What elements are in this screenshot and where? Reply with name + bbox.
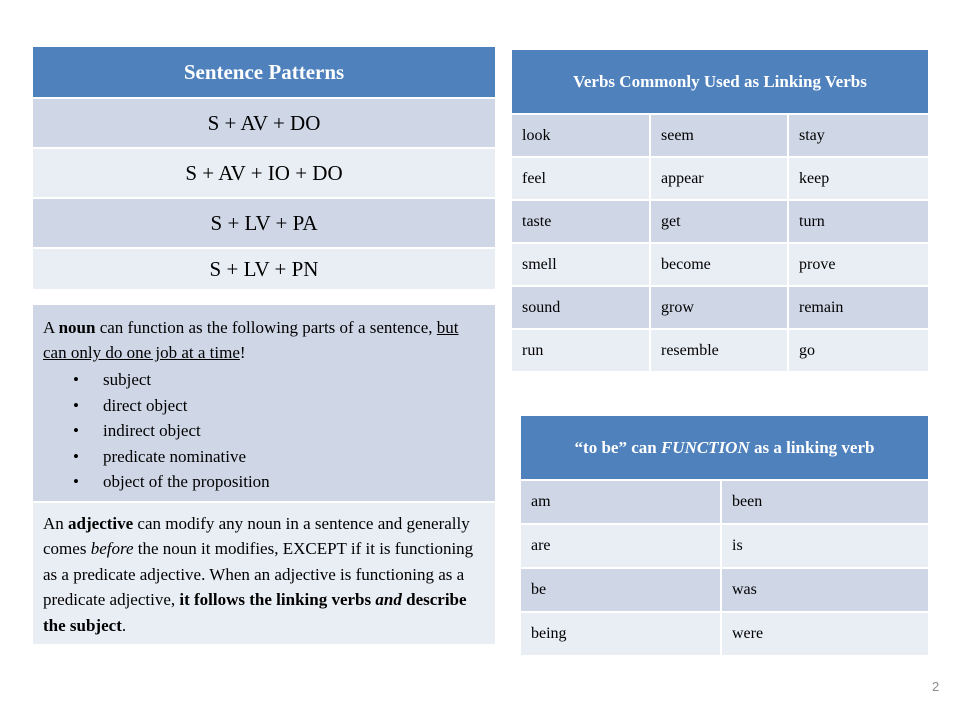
verb-cell: keep <box>788 157 928 200</box>
table-row <box>521 612 928 656</box>
verb-cell: be <box>521 568 721 612</box>
table-row <box>521 568 928 612</box>
list-item: • object of the proposition <box>103 469 485 495</box>
adjective-text: can modify any noun in a sentence and generally comes <box>43 513 470 558</box>
table-row <box>512 114 928 157</box>
pattern-cell: S + LV + PA <box>33 198 495 248</box>
verb-cell: were <box>721 612 928 656</box>
verb-cell: taste <box>512 200 650 243</box>
verb-cell: being <box>521 612 721 656</box>
noun-text: ! <box>239 343 246 362</box>
to-be-title <box>521 416 928 480</box>
noun-functions-list <box>43 367 485 495</box>
to-be-title-text: “to be” can <box>574 437 661 457</box>
verb-cell: grow <box>650 286 788 329</box>
linking-verbs-title: Verbs Commonly Used as Linking Verbs <box>512 50 928 114</box>
adjective-note <box>33 503 495 645</box>
verb-cell: appear <box>650 157 788 200</box>
noun-text: A <box>43 318 59 337</box>
adjective-keyword: adjective <box>68 513 134 533</box>
table-row <box>521 524 928 568</box>
grammar-notes <box>33 305 495 644</box>
pattern-cell: S + AV + DO <box>33 98 495 148</box>
verb-cell: become <box>650 243 788 286</box>
verb-cell: stay <box>788 114 928 157</box>
verb-cell: sound <box>512 286 650 329</box>
page-number: 2 <box>932 679 940 694</box>
verb-cell: been <box>721 480 928 524</box>
adjective-bold-italic-text: and <box>375 590 402 609</box>
verb-cell: was <box>721 568 928 612</box>
adjective-text: . <box>121 615 127 635</box>
adjective-bold-text: it follows the linking verbs <box>179 590 376 609</box>
list-item: • predicate nominative <box>103 444 485 470</box>
linking-verbs-table <box>512 50 928 373</box>
sentence-patterns-title: Sentence Patterns <box>33 47 495 98</box>
table-row <box>512 157 928 200</box>
table-row <box>521 480 928 524</box>
pattern-cell: S + AV + IO + DO <box>33 148 495 198</box>
table-row <box>512 243 928 286</box>
verb-cell: am <box>521 480 721 524</box>
verb-cell: resemble <box>650 329 788 372</box>
verb-cell: smell <box>512 243 650 286</box>
list-item: • direct object <box>103 393 485 419</box>
noun-keyword: noun <box>58 318 96 337</box>
list-item: • indirect object <box>103 418 485 444</box>
noun-text: can function as the following parts of a sentence, <box>95 318 437 337</box>
to-be-title-text: as a linking verb <box>749 437 875 457</box>
verb-cell: feel <box>512 157 650 200</box>
verb-cell: are <box>521 524 721 568</box>
adjective-bold-text: describe the subject <box>43 590 467 635</box>
adjective-text: the noun it modifies, EXCEPT if it is functioning as a predicate adjective. When an adjective is functioning as a predicate adjective, <box>43 539 474 609</box>
list-item: • subject <box>103 367 485 393</box>
verb-cell: seem <box>650 114 788 157</box>
table-row <box>512 329 928 372</box>
to-be-title-italic: FUNCTION <box>660 437 750 457</box>
table-row <box>512 286 928 329</box>
verb-cell: go <box>788 329 928 372</box>
noun-underlined-text: but can only do one job at a time <box>43 318 459 362</box>
pattern-cell: S + LV + PN <box>33 248 495 290</box>
adjective-italic-text: before <box>90 539 134 558</box>
verb-cell: get <box>650 200 788 243</box>
table-row <box>512 200 928 243</box>
noun-note <box>33 305 495 503</box>
adjective-text: An <box>43 513 69 533</box>
verb-cell: prove <box>788 243 928 286</box>
to-be-table <box>521 416 928 657</box>
verb-cell: turn <box>788 200 928 243</box>
sentence-patterns-table <box>33 47 495 291</box>
verb-cell: look <box>512 114 650 157</box>
verb-cell: remain <box>788 286 928 329</box>
verb-cell: run <box>512 329 650 372</box>
verb-cell: is <box>721 524 928 568</box>
